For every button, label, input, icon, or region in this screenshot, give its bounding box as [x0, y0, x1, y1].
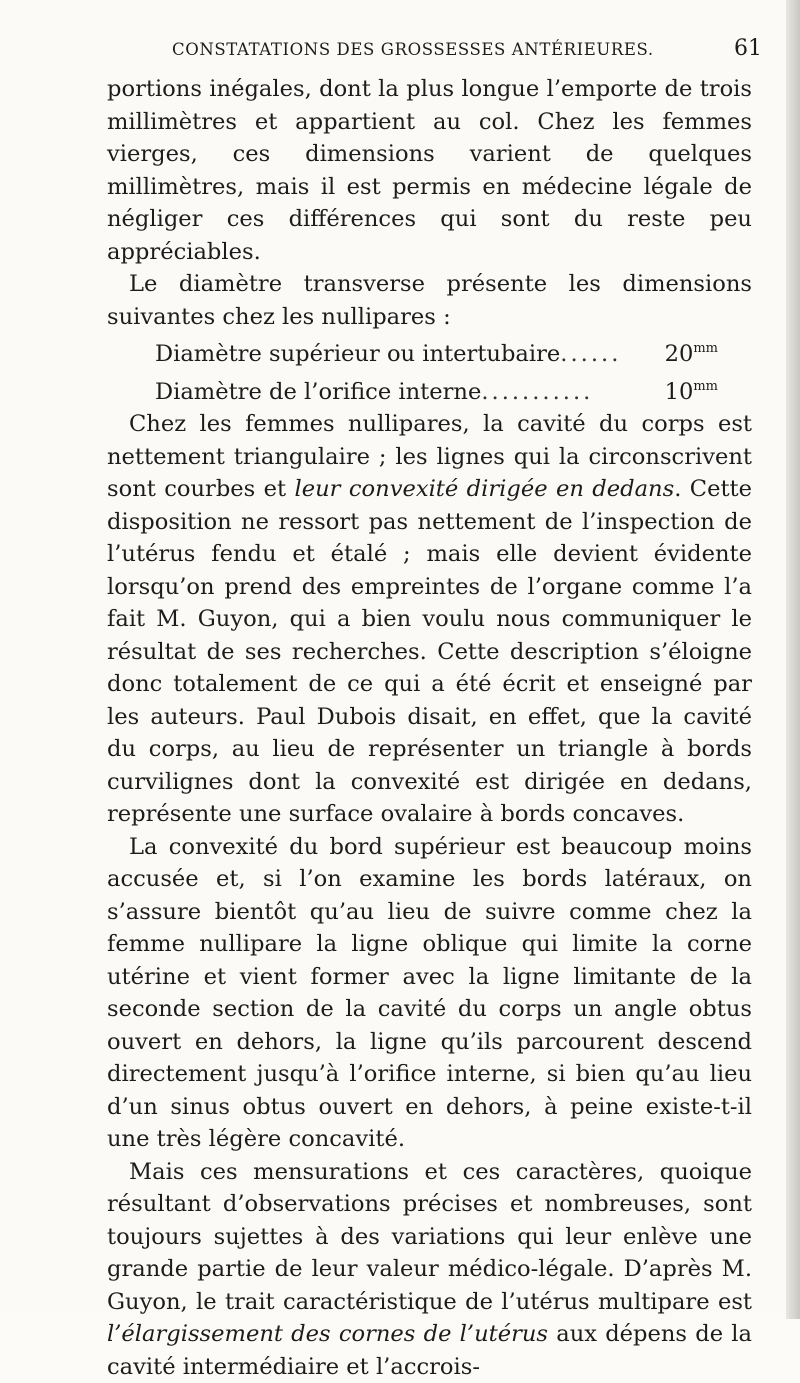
- dimension-label: Diamètre de l’orifice interne: [155, 376, 481, 409]
- italic-phrase: leur convexité dirigée en dedans: [295, 476, 675, 502]
- dimension-value: $20^{mm}$: [665, 333, 718, 371]
- dimension-unit: mm: [693, 379, 718, 394]
- running-header: [172, 30, 762, 70]
- paragraph-nullipares: Chez les femmes nullipares, la cavité du corps est nettement triangulaire ; les lignes qui la circonscrivent sont courbes et leur convexité dirigée en dedans. Cette disposition ne ressort pas nettement de l’inspection de l’utérus fendu et étalé ; mais elle devient évidente lorsqu’on prend des empreintes de l’organe comme l’a fait M. Guyon, qui a bien voulu nous communiquer le résultat de ses recherches. Cette description s’éloigne donc totalement de ce qui a été écrit et enseigné par les auteurs. Paul Dubois disait, en effet, que la cavité du corps, au lieu de représenter un triangle à bords curvilignes dont la convexité est dirigée en dedans, représente une surface ovalaire à bords concaves.: [107, 408, 752, 831]
- running-title: CONSTATATIONS DES GROSSESSES ANTÉRIEURES.: [172, 40, 654, 59]
- dimension-unit: mm: [693, 341, 718, 356]
- leader-dots: ...........: [481, 376, 656, 409]
- page-edge-shadow: [786, 0, 800, 1319]
- paragraph-transverse-diameter: Le diamètre transverse présente les dimensions suivantes chez les nullipares :: [107, 268, 752, 333]
- dimension-value: $10^{mm}$: [665, 371, 718, 409]
- page-number: 61: [734, 36, 762, 61]
- paragraph-convexity: La convexité du bord supérieur est beaucoup moins accusée et, si l’on examine les bords latéraux, on s’assure bientôt qu’au lieu de suivre comme chez la femme nullipare la ligne oblique qui limite la corne utérine et vient former avec la ligne limitante de la seconde section de la cavité du corps un angle obtus ouvert en dehors, la ligne qu’ils parcourent descend directement jusqu’à l’orifice interne, si bien qu’au lieu d’un sinus obtus ouvert en dehors, à peine existe-t-il une très légère concavité.: [107, 831, 752, 1156]
- leader-dots: ......: [560, 338, 656, 371]
- dimension-row-superior: [155, 333, 718, 371]
- dimension-label: Diamètre supérieur ou intertubaire: [155, 338, 560, 371]
- italic-phrase: l’élargissement des cornes de l’utérus: [107, 1321, 548, 1347]
- paragraph-measurements: Mais ces mensurations et ces caractères, quoique résultant d’observations précises et nombreuses, sont toujours sujettes à des variations qui leur enlève une grande partie de leur valeur médico-légale. D’après M. Guyon, le trait caractéristique de l’utérus multipare est l’élargissement des cornes de l’utérus aux dépens de la cavité intermédiaire et l’accrois-: [107, 1156, 752, 1383]
- body-text: [107, 73, 752, 1383]
- paragraph-continued: portions inégales, dont la plus longue l’emporte de trois millimètres et appartient au col. Chez les femmes vierges, ces dimensions varient de quelques millimètres, mais il est permis en médecine légale de négliger ces différences qui sont du reste peu appréciables.: [107, 73, 752, 268]
- dimension-row-internal-orifice: [155, 371, 718, 409]
